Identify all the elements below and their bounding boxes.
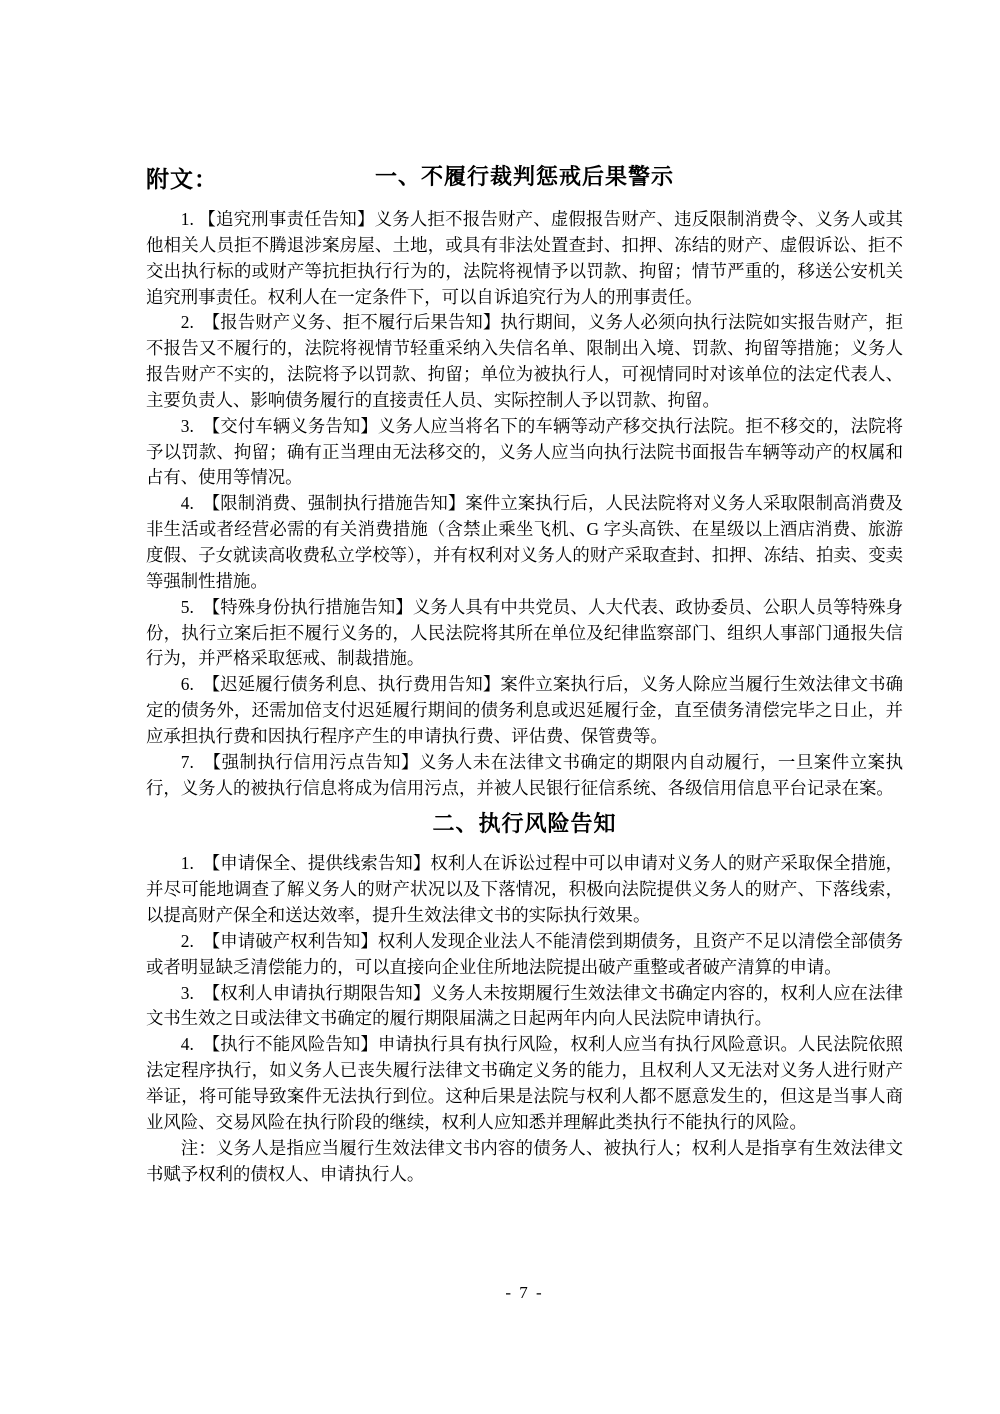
document-header xyxy=(146,160,903,193)
section-2-title: 二、执行风险告知 xyxy=(432,811,617,837)
section-2-paragraph-3: 3. 【权利人申请执行期限告知】义务人未按期履行生效法律文书确定内容的，权利人应在法律文书生效之日或法律文书确定的履行期限届满之日起两年内向人民法院申请执行。 xyxy=(146,982,903,1029)
section-1-paragraph-3: 3. 【交付车辆义务告知】义务人应当将名下的车辆等动产移交执行法院。拒不移交的，法院将予以罚款、拘留；确有正当理由无法移交的，义务人应当向执行法院书面报告车辆等动产的权属和占有、使用等情况。 xyxy=(146,415,903,488)
section-1-paragraph-2: 2. 【报告财产义务、拒不履行后果告知】执行期间，义务人必须向执行法院如实报告财产，拒不报告又不履行的，法院将视情节轻重采纳入失信名单、限制出入境、罚款、拘留等措施；义务人报告财产不实的，法院将予以罚款、拘留；单位为被执行人，可视情同时对该单位的法定代表人、主要负责人、影响债务履行的直接责任人员、实际控制人予以罚款、拘留。 xyxy=(146,312,903,410)
section-1-paragraph-7: 7. 【强制执行信用污点告知】义务人未在法律文书确定的期限内自动履行，一旦案件立案执行，义务人的被执行信息将成为信用污点，并被人民银行征信系统、各级信用信息平台记录在案。 xyxy=(146,751,903,798)
section-2-paragraph-4: 4. 【执行不能风险告知】申请执行具有执行风险，权利人应当有执行风险意识。人民法院依照法定程序执行，如义务人已丧失履行法律文书确定义务的能力，且权利人又无法对义务人进行财产举证，将可能导致案件无法执行到位。这种后果是法院与权利人都不愿意发生的，但这是当事人商业风险、交易风险在执行阶段的继续，权利人应知悉并理解此类执行不能执行的风险。 xyxy=(146,1034,903,1132)
section-2-paragraph-2: 2. 【申请破产权利告知】权利人发现企业法人不能清偿到期债务，且资产不足以清偿全部债务或者明显缺乏清偿能力的，可以直接向企业住所地法院提出破产重整或者破产清算的申请。 xyxy=(146,930,903,977)
section-1-paragraph-5: 5. 【特殊身份执行措施告知】义务人具有中共党员、人大代表、政协委员、公职人员等特殊身份，执行立案后拒不履行义务的，人民法院将其所在单位及纪律监察部门、组织人事部门通报失信行为，并严格采取惩戒、制裁措施。 xyxy=(146,596,903,669)
section-1-paragraph-4: 4. 【限制消费、强制执行措施告知】案件立案执行后，人民法院将对义务人采取限制高消费及非生活或者经营必需的有关消费措施（含禁止乘坐飞机、G 字头高铁、在星级以上酒店消费、旅游度假、子女就读高收费私立学校等），并有权利对义务人的财产采取查封、扣押、冻结、拍卖、变卖等强制性措施。 xyxy=(146,493,903,591)
section-2-paragraph-1: 1. 【申请保全、提供线索告知】权利人在诉讼过程中可以申请对义务人的财产采取保全措施，并尽可能地调查了解义务人的财产状况以及下落情况，积极向法院提供义务人的财产、下落线索，以提高财产保全和送达效率，提升生效法律文书的实际执行效果。 xyxy=(146,853,903,926)
attachment-label: 附文： xyxy=(146,166,218,192)
section-2-note: 注：义务人是指应当履行生效法律文书内容的债务人、被执行人；权利人是指享有生效法律文书赋予权利的债权人、申请执行人。 xyxy=(146,1137,903,1184)
document-content xyxy=(146,160,903,1187)
section-1-title: 一、不履行裁判惩戒后果警示 xyxy=(374,164,674,189)
section-1-paragraph-6: 6. 【迟延履行债务利息、执行费用告知】案件立案执行后，义务人除应当履行生效法律文书确定的债务外，还需加倍支付迟延履行期间的债务利息或迟延履行金，直至债务清偿完毕之日止，并应承担执行费和因执行程序产生的申请执行费、评估费、保管费等。 xyxy=(146,674,903,746)
section-1-paragraph-1: 1. 【追究刑事责任告知】义务人拒不报告财产、虚假报告财产、违反限制消费令、义务人或其他相关人员拒不腾退涉案房屋、土地，或具有非法处置查封、扣押、冻结的财产、虚假诉讼、拒不交出执行标的或财产等抗拒执行行为的，法院将视情予以罚款、拘留；情节严重的，移送公安机关追究刑事责任。权利人在一定条件下，可以自诉追究行为人的刑事责任。 xyxy=(146,209,903,307)
page-number: - 7 - xyxy=(505,1283,544,1302)
